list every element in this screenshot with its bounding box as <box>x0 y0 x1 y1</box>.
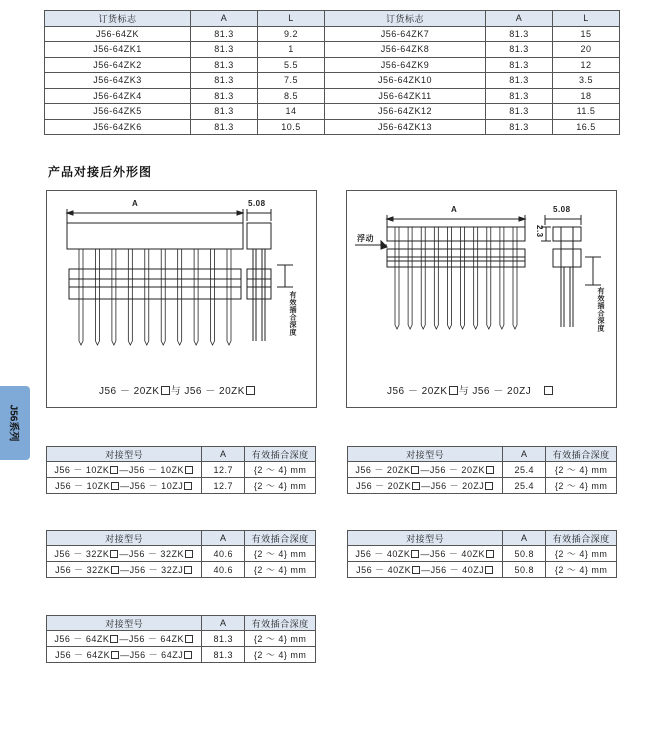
table-cell: J56-64ZK3 <box>45 73 191 89</box>
table-cell: 81.3 <box>191 73 258 89</box>
table-cell: 81.3 <box>486 104 553 120</box>
dimension-a-cell: 40.6 <box>202 562 245 578</box>
table-cell: 10.5 <box>258 119 325 135</box>
depth-cell: {2 ～ 4} mm <box>245 462 316 478</box>
table-row <box>45 42 620 58</box>
mating-table <box>347 446 617 494</box>
table-row <box>45 119 620 135</box>
table-row <box>47 478 316 494</box>
table-row <box>45 88 620 104</box>
table-cell: J56-64ZK8 <box>324 42 485 58</box>
table-cell: 18 <box>553 88 620 104</box>
table-cell: J56-64ZK11 <box>324 88 485 104</box>
mating-pair-cell: J56 － 40ZK —J56 － 40ZJ <box>348 562 503 578</box>
table-cell: 81.3 <box>191 42 258 58</box>
table-cell: J56-64ZK6 <box>45 119 191 135</box>
dim-a-label: A <box>451 205 458 214</box>
dimension-a-cell: 81.3 <box>202 631 245 647</box>
depth-cell: {2 ～ 4} mm <box>245 562 316 578</box>
depth-cell: {2 ～ 4} mm <box>245 478 316 494</box>
header-cell: A <box>202 531 245 546</box>
header-cell: L <box>553 11 620 27</box>
table-cell: 81.3 <box>191 26 258 42</box>
drawing-left <box>46 190 317 408</box>
table-cell: J56-64ZK <box>45 26 191 42</box>
mating-table-header <box>47 616 316 631</box>
mating-pair-cell: J56 － 20ZK —J56 － 20ZJ <box>348 478 503 494</box>
mating-pair-cell: J56 － 10ZK —J56 － 10ZJ <box>47 478 202 494</box>
header-cell: 订货标志 <box>45 11 191 27</box>
table-row <box>45 57 620 73</box>
table-cell: 81.3 <box>486 73 553 89</box>
table-row <box>348 462 617 478</box>
table-cell: 16.5 <box>553 119 620 135</box>
series-side-tab <box>0 386 30 460</box>
mating-table-header <box>348 531 617 546</box>
mating-table-header <box>348 447 617 462</box>
connector-drawing-right <box>347 191 618 409</box>
header-cell: 有效插合深度 <box>546 531 617 546</box>
table-cell: 1 <box>258 42 325 58</box>
header-cell: 对接型号 <box>47 531 202 546</box>
table-row <box>47 562 316 578</box>
table-cell: J56-64ZK9 <box>324 57 485 73</box>
connector-drawing-left <box>47 191 318 409</box>
mating-pair-cell: J56 － 64ZK —J56 － 64ZK <box>47 631 202 647</box>
dimension-a-cell: 25.4 <box>503 478 546 494</box>
table-row <box>47 546 316 562</box>
depth-label: 有效插合深度 <box>289 291 296 336</box>
depth-cell: {2 ～ 4} mm <box>245 631 316 647</box>
table-cell: J56-64ZK13 <box>324 119 485 135</box>
table-cell: 81.3 <box>191 104 258 120</box>
dimension-a-cell: 12.7 <box>202 462 245 478</box>
table-row <box>45 104 620 120</box>
table-row <box>348 478 617 494</box>
float-label: 浮动 <box>357 234 374 243</box>
drawing-right <box>346 190 617 408</box>
depth-cell: {2 ～ 4} mm <box>245 647 316 663</box>
table-cell: 81.3 <box>486 57 553 73</box>
series-side-tab-label: J56系列 <box>7 404 19 442</box>
table-row <box>47 462 316 478</box>
mating-pair-cell: J56 － 32ZK —J56 － 32ZJ <box>47 562 202 578</box>
table-cell: 20 <box>553 42 620 58</box>
depth-cell: {2 ～ 4} mm <box>546 546 617 562</box>
mating-table <box>46 530 316 578</box>
table-row <box>47 631 316 647</box>
header-cell: A <box>503 447 546 462</box>
dim-a-label: A <box>132 199 139 208</box>
dimension-a-cell: 50.8 <box>503 562 546 578</box>
header-cell: 对接型号 <box>47 447 202 462</box>
table-row <box>348 562 617 578</box>
header-cell: A <box>202 447 245 462</box>
table-row <box>45 73 620 89</box>
header-cell: A <box>191 11 258 27</box>
dimension-a-cell: 40.6 <box>202 546 245 562</box>
mating-pair-cell: J56 － 10ZK —J56 － 10ZK <box>47 462 202 478</box>
depth-cell: {2 ～ 4} mm <box>546 562 617 578</box>
header-cell: L <box>258 11 325 27</box>
header-cell: 订货标志 <box>324 11 485 27</box>
dimension-a-cell: 12.7 <box>202 478 245 494</box>
depth-cell: {2 ～ 4} mm <box>245 546 316 562</box>
header-cell: 有效插合深度 <box>245 531 316 546</box>
table-cell: 5.5 <box>258 57 325 73</box>
table-cell: 81.3 <box>486 88 553 104</box>
order-table <box>44 10 620 135</box>
dimension-a-cell: 81.3 <box>202 647 245 663</box>
table-cell: 81.3 <box>486 26 553 42</box>
mating-table-header <box>47 447 316 462</box>
table-row <box>348 546 617 562</box>
drawing-caption-right: J56 － 20ZK 与 J56 － 20ZJ <box>387 382 554 397</box>
table-cell: J56-64ZK1 <box>45 42 191 58</box>
section-title: 产品对接后外形图 <box>48 165 153 179</box>
dimension-a-cell: 25.4 <box>503 462 546 478</box>
table-cell: J56-64ZK5 <box>45 104 191 120</box>
depth-cell: {2 ～ 4} mm <box>546 462 617 478</box>
dim-pitch-label: 5.08 <box>248 199 266 208</box>
depth-cell: {2 ～ 4} mm <box>546 478 617 494</box>
mating-table <box>46 615 316 663</box>
table-cell: 7.5 <box>258 73 325 89</box>
header-cell: 对接型号 <box>348 447 503 462</box>
table-cell: J56-64ZK7 <box>324 26 485 42</box>
header-cell: 有效插合深度 <box>546 447 617 462</box>
header-cell: 对接型号 <box>348 531 503 546</box>
table-cell: 14 <box>258 104 325 120</box>
mating-table <box>46 446 316 494</box>
order-table-header <box>45 11 620 27</box>
table-cell: J56-64ZK10 <box>324 73 485 89</box>
table-row <box>45 26 620 42</box>
table-cell: 9.2 <box>258 26 325 42</box>
drawing-caption-left: J56 － 20ZK 与 J56 － 20ZK <box>99 382 256 397</box>
header-cell: 有效插合深度 <box>245 616 316 631</box>
header-cell: A <box>503 531 546 546</box>
dim-pitch-label: 5.08 <box>553 205 571 214</box>
mating-table-header <box>47 531 316 546</box>
dim-float-label: 2.3 <box>535 225 544 238</box>
table-cell: 12 <box>553 57 620 73</box>
dimension-a-cell: 50.8 <box>503 546 546 562</box>
table-cell: 15 <box>553 26 620 42</box>
table-cell: 8.5 <box>258 88 325 104</box>
table-cell: 81.3 <box>486 119 553 135</box>
header-cell: A <box>486 11 553 27</box>
mating-pair-cell: J56 － 40ZK —J56 － 40ZK <box>348 546 503 562</box>
table-cell: 81.3 <box>486 42 553 58</box>
table-cell: 3.5 <box>553 73 620 89</box>
mating-pair-cell: J56 － 32ZK —J56 － 32ZK <box>47 546 202 562</box>
header-cell: 对接型号 <box>47 616 202 631</box>
mating-pair-cell: J56 － 20ZK —J56 － 20ZK <box>348 462 503 478</box>
mating-table <box>347 530 617 578</box>
table-cell: 81.3 <box>191 119 258 135</box>
table-cell: 11.5 <box>553 104 620 120</box>
header-cell: A <box>202 616 245 631</box>
table-cell: 81.3 <box>191 88 258 104</box>
table-cell: J56-64ZK4 <box>45 88 191 104</box>
header-cell: 有效插合深度 <box>245 447 316 462</box>
table-cell: J56-64ZK12 <box>324 104 485 120</box>
table-cell: J56-64ZK2 <box>45 57 191 73</box>
table-row <box>47 647 316 663</box>
mating-pair-cell: J56 － 64ZK —J56 － 64ZJ <box>47 647 202 663</box>
depth-label: 有效插合深度 <box>597 287 604 332</box>
table-cell: 81.3 <box>191 57 258 73</box>
